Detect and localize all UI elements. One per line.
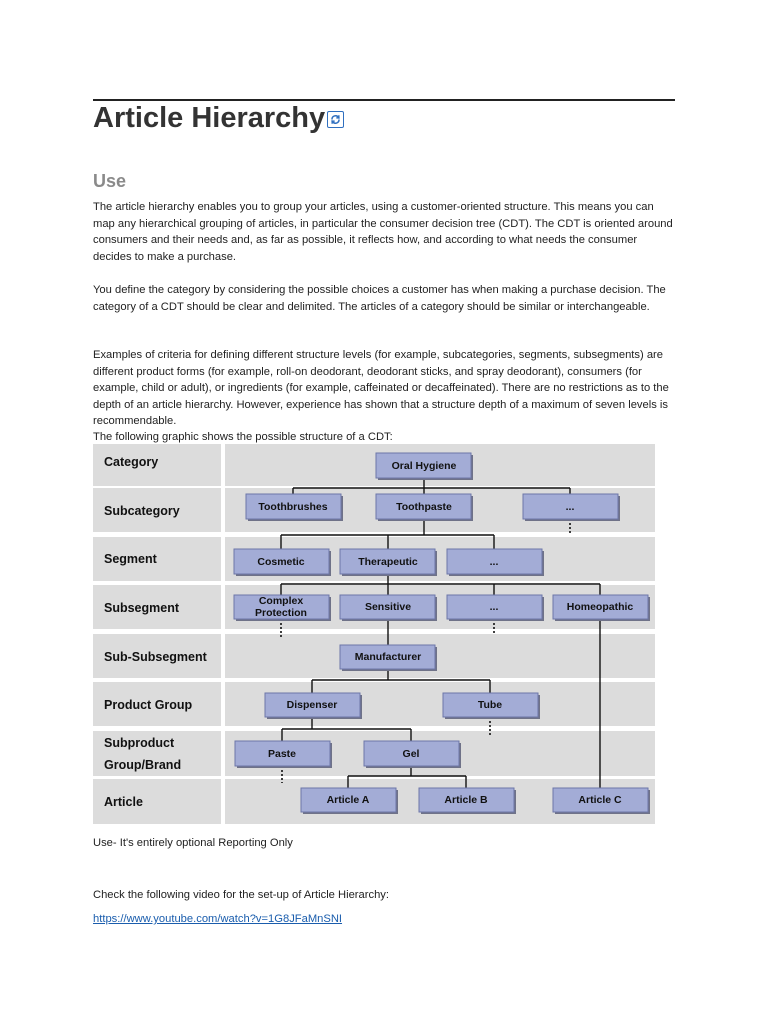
node-complex-protection xyxy=(234,595,331,621)
level-label-segment: Segment xyxy=(104,552,157,566)
node-toothpaste-text: Toothpaste xyxy=(396,501,452,513)
node-subcategory-more xyxy=(523,494,620,521)
node-cosmetic xyxy=(234,549,331,576)
node-tube-text: Tube xyxy=(477,699,503,711)
node-therapeutic xyxy=(340,549,437,576)
node-paste xyxy=(235,741,332,768)
node-manufacturer-text: Manufacturer xyxy=(354,651,422,663)
node-sensitive xyxy=(340,595,437,621)
level-label-subproduct: Subproduct xyxy=(104,736,175,750)
node-toothbrushes-text: Toothbrushes xyxy=(258,501,328,513)
node-gel xyxy=(364,741,461,768)
node-article-c-text: Article C xyxy=(578,794,622,806)
paragraph-use-note: Use- It's entirely optional Reporting Only xyxy=(93,837,293,849)
paragraph-criteria: Examples of criteria for defining different structure levels (for example, subcategories, segments, subsegments) are different product forms (for example, roll-on deodorant, deodorant sticks, and spray deodorant), consumers (for example, child or adult), or ingredients (for example, caffeinated or decaffeinated). There are no restrictions as to the depth of an article hierarchy. However, experience has shown that a structure depth of a maximum of seven levels is recommendable. xyxy=(93,349,669,427)
node-gel-text: Gel xyxy=(402,748,420,760)
node-dispenser xyxy=(265,693,362,719)
page-title xyxy=(93,100,344,136)
node-article-c xyxy=(553,788,650,814)
level-label-category: Category xyxy=(104,455,159,469)
node-protection-text: Protection xyxy=(255,607,307,619)
node-subsegment-more xyxy=(447,595,544,621)
section-heading: Use xyxy=(93,171,127,191)
paragraph-category: You define the category by considering the possible choices a customer has when making a purchase decision. The category of a CDT should be clear and delimited. The articles of a category should be similar or interchangeable. xyxy=(93,284,666,313)
node-homeopathic-text: Homeopathic xyxy=(566,601,634,613)
node-subsegment-more-text: ... xyxy=(489,601,499,613)
level-label-sub-subsegment: Sub-Subsegment xyxy=(104,650,207,664)
paragraph-graphic-intro: The following graphic shows the possible structure of a CDT: xyxy=(93,431,393,443)
node-toothbrushes xyxy=(246,494,343,521)
level-label-group-brand: Group/Brand xyxy=(104,758,182,772)
video-link[interactable]: https://www.youtube.com/watch?v=1G8JFaMnSNI xyxy=(93,913,343,925)
node-article-a-text: Article A xyxy=(326,794,370,806)
node-oral-hygiene xyxy=(376,453,473,480)
node-sensitive-text: Sensitive xyxy=(364,601,412,613)
node-paste-text: Paste xyxy=(267,748,297,760)
node-article-a xyxy=(301,788,398,814)
level-label-article: Article xyxy=(104,795,143,809)
node-segment-more xyxy=(447,549,544,576)
node-complex-text: Complex xyxy=(258,595,304,607)
refresh-icon[interactable] xyxy=(327,111,344,128)
node-cosmetic-text: Cosmetic xyxy=(257,556,305,568)
node-tube xyxy=(443,693,540,719)
node-toothpaste xyxy=(376,494,473,521)
page-title-text: Article Hierarchy xyxy=(93,102,326,134)
node-manufacturer xyxy=(340,645,437,671)
node-article-b-text: Article B xyxy=(444,794,488,806)
paragraph-video-note: Check the following video for the set-up of Article Hierarchy: xyxy=(93,889,389,901)
node-oral-hygiene-text: Oral Hygiene xyxy=(391,460,457,472)
level-label-subsegment: Subsegment xyxy=(104,601,180,615)
node-homeopathic xyxy=(553,595,650,621)
node-segment-more-text: ... xyxy=(489,556,499,568)
cdt-diagram xyxy=(93,443,655,825)
paragraph-intro: The article hierarchy enables you to group your articles, using a customer-oriented structure. This means you can map any hierarchical grouping of articles, in particular the consumer decision tree (CDT). The CDT is oriented around consumers and their needs and, as far as possible, it reflects how, and according to what needs the consumer decides to make a purchase. xyxy=(93,201,673,263)
node-dispenser-text: Dispenser xyxy=(286,699,338,711)
level-label-product-group: Product Group xyxy=(104,698,193,712)
level-label-subcategory: Subcategory xyxy=(104,504,180,518)
node-article-b xyxy=(419,788,516,814)
node-subcategory-more-text: ... xyxy=(565,501,575,513)
node-therapeutic-text: Therapeutic xyxy=(358,556,418,568)
